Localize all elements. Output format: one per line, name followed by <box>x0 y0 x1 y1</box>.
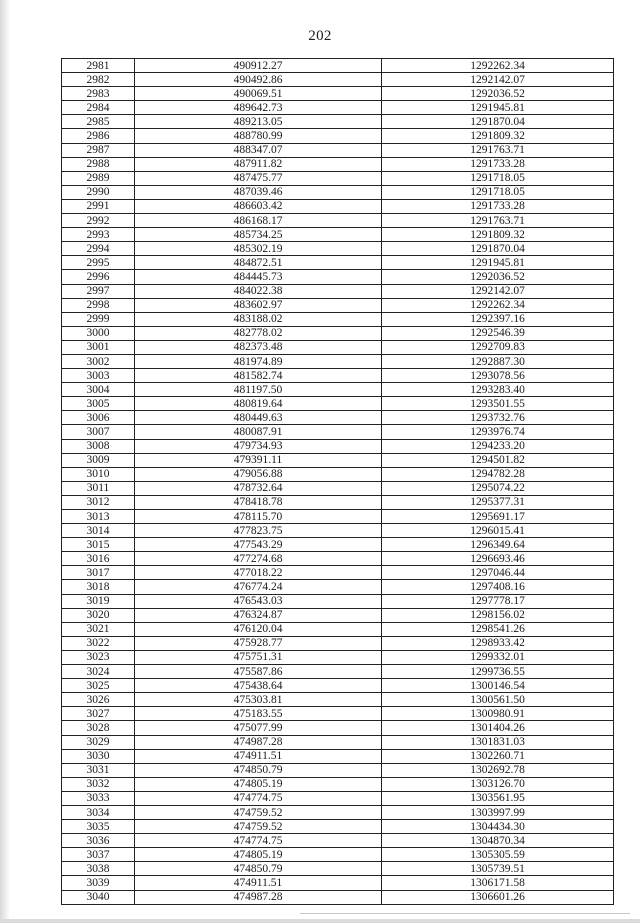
y-coordinate-cell: 1292142.07 <box>382 73 614 87</box>
x-coordinate-cell: 485302.19 <box>135 242 382 256</box>
point-number-cell: 3002 <box>62 354 135 368</box>
y-coordinate-cell: 1291870.04 <box>382 242 614 256</box>
x-coordinate-cell: 485734.25 <box>135 228 382 242</box>
table-row <box>62 777 614 791</box>
x-coordinate-cell: 475751.31 <box>135 650 382 664</box>
point-number-cell: 3018 <box>62 580 135 594</box>
table-row <box>62 312 614 326</box>
y-coordinate-cell: 1302260.71 <box>382 749 614 763</box>
point-number-cell: 3037 <box>62 848 135 862</box>
y-coordinate-cell: 1297778.17 <box>382 594 614 608</box>
table-row <box>62 636 614 650</box>
y-coordinate-cell: 1291718.05 <box>382 171 614 185</box>
y-coordinate-cell: 1292262.34 <box>382 59 614 73</box>
x-coordinate-cell: 474759.52 <box>135 805 382 819</box>
point-number-cell: 3014 <box>62 524 135 538</box>
y-coordinate-cell: 1301404.26 <box>382 721 614 735</box>
point-number-cell: 2984 <box>62 101 135 115</box>
point-number-cell: 3025 <box>62 679 135 693</box>
y-coordinate-cell: 1291733.28 <box>382 157 614 171</box>
point-number-cell: 3022 <box>62 636 135 650</box>
table-row <box>62 143 614 157</box>
y-coordinate-cell: 1305739.51 <box>382 862 614 876</box>
table-row <box>62 820 614 834</box>
y-coordinate-cell: 1291870.04 <box>382 115 614 129</box>
y-coordinate-cell: 1303997.99 <box>382 805 614 819</box>
x-coordinate-cell: 479056.88 <box>135 467 382 481</box>
table-row <box>62 425 614 439</box>
y-coordinate-cell: 1291945.81 <box>382 101 614 115</box>
table-row <box>62 157 614 171</box>
y-coordinate-cell: 1292397.16 <box>382 312 614 326</box>
x-coordinate-cell: 474911.51 <box>135 876 382 890</box>
point-number-cell: 3024 <box>62 665 135 679</box>
table-row <box>62 495 614 509</box>
x-coordinate-cell: 474850.79 <box>135 763 382 777</box>
point-number-cell: 2992 <box>62 214 135 228</box>
x-coordinate-cell: 474987.28 <box>135 735 382 749</box>
x-coordinate-cell: 482778.02 <box>135 326 382 340</box>
table-row <box>62 665 614 679</box>
table-row <box>62 369 614 383</box>
y-coordinate-cell: 1300146.54 <box>382 679 614 693</box>
x-coordinate-cell: 481197.50 <box>135 383 382 397</box>
y-coordinate-cell: 1299332.01 <box>382 650 614 664</box>
point-number-cell: 3023 <box>62 650 135 664</box>
point-number-cell: 3005 <box>62 397 135 411</box>
table-row <box>62 171 614 185</box>
point-number-cell: 2996 <box>62 270 135 284</box>
y-coordinate-cell: 1294501.82 <box>382 453 614 467</box>
table-row <box>62 481 614 495</box>
x-coordinate-cell: 488780.99 <box>135 129 382 143</box>
y-coordinate-cell: 1291809.32 <box>382 129 614 143</box>
point-number-cell: 3035 <box>62 820 135 834</box>
point-number-cell: 3029 <box>62 735 135 749</box>
y-coordinate-cell: 1294233.20 <box>382 439 614 453</box>
page-number: 202 <box>308 28 332 44</box>
x-coordinate-cell: 487911.82 <box>135 157 382 171</box>
x-coordinate-cell: 479734.93 <box>135 439 382 453</box>
point-number-cell: 3033 <box>62 791 135 805</box>
point-number-cell: 2981 <box>62 59 135 73</box>
x-coordinate-cell: 478418.78 <box>135 495 382 509</box>
x-coordinate-cell: 474850.79 <box>135 862 382 876</box>
x-coordinate-cell: 474805.19 <box>135 848 382 862</box>
point-number-cell: 2991 <box>62 199 135 213</box>
x-coordinate-cell: 483188.02 <box>135 312 382 326</box>
x-coordinate-cell: 487039.46 <box>135 185 382 199</box>
point-number-cell: 3010 <box>62 467 135 481</box>
x-coordinate-cell: 475303.81 <box>135 693 382 707</box>
y-coordinate-cell: 1299736.55 <box>382 665 614 679</box>
x-coordinate-cell: 478732.64 <box>135 481 382 495</box>
y-coordinate-cell: 1292887.30 <box>382 354 614 368</box>
point-number-cell: 2983 <box>62 87 135 101</box>
point-number-cell: 2985 <box>62 115 135 129</box>
x-coordinate-cell: 478115.70 <box>135 510 382 524</box>
table-row <box>62 397 614 411</box>
y-coordinate-cell: 1297046.44 <box>382 566 614 580</box>
y-coordinate-cell: 1295074.22 <box>382 481 614 495</box>
point-number-cell: 3040 <box>62 890 135 904</box>
table-row <box>62 411 614 425</box>
table-row <box>62 340 614 354</box>
y-coordinate-cell: 1303561.95 <box>382 791 614 805</box>
x-coordinate-cell: 475928.77 <box>135 636 382 650</box>
y-coordinate-cell: 1291809.32 <box>382 228 614 242</box>
point-number-cell: 3034 <box>62 805 135 819</box>
point-number-cell: 3021 <box>62 622 135 636</box>
x-coordinate-cell: 490492.86 <box>135 73 382 87</box>
scan-left-edge-shadow <box>0 0 10 923</box>
y-coordinate-cell: 1296015.41 <box>382 524 614 538</box>
point-number-cell: 2994 <box>62 242 135 256</box>
x-coordinate-cell: 484022.38 <box>135 284 382 298</box>
point-number-cell: 3036 <box>62 834 135 848</box>
y-coordinate-cell: 1292142.07 <box>382 284 614 298</box>
table-row <box>62 228 614 242</box>
table-row <box>62 876 614 890</box>
y-coordinate-cell: 1303126.70 <box>382 777 614 791</box>
y-coordinate-cell: 1292546.39 <box>382 326 614 340</box>
x-coordinate-cell: 474774.75 <box>135 791 382 805</box>
table-row <box>62 115 614 129</box>
x-coordinate-cell: 487475.77 <box>135 171 382 185</box>
coordinates-table-body <box>62 59 614 905</box>
point-number-cell: 3028 <box>62 721 135 735</box>
point-number-cell: 2982 <box>62 73 135 87</box>
table-row <box>62 199 614 213</box>
x-coordinate-cell: 490069.51 <box>135 87 382 101</box>
point-number-cell: 2990 <box>62 185 135 199</box>
table-row <box>62 354 614 368</box>
x-coordinate-cell: 477823.75 <box>135 524 382 538</box>
table-row <box>62 679 614 693</box>
x-coordinate-cell: 482373.48 <box>135 340 382 354</box>
x-coordinate-cell: 474805.19 <box>135 777 382 791</box>
x-coordinate-cell: 480087.91 <box>135 425 382 439</box>
x-coordinate-cell: 476774.24 <box>135 580 382 594</box>
table-row <box>62 59 614 73</box>
table-row <box>62 453 614 467</box>
y-coordinate-cell: 1291945.81 <box>382 256 614 270</box>
point-number-cell: 3027 <box>62 707 135 721</box>
point-number-cell: 3008 <box>62 439 135 453</box>
table-row <box>62 383 614 397</box>
scan-bottom-edge-shadow <box>0 919 640 923</box>
y-coordinate-cell: 1296693.46 <box>382 552 614 566</box>
x-coordinate-cell: 474759.52 <box>135 820 382 834</box>
point-number-cell: 3039 <box>62 876 135 890</box>
point-number-cell: 3007 <box>62 425 135 439</box>
table-row <box>62 608 614 622</box>
y-coordinate-cell: 1302692.78 <box>382 763 614 777</box>
x-coordinate-cell: 477018.22 <box>135 566 382 580</box>
table-row <box>62 834 614 848</box>
x-coordinate-cell: 475077.99 <box>135 721 382 735</box>
y-coordinate-cell: 1306171.58 <box>382 876 614 890</box>
point-number-cell: 3038 <box>62 862 135 876</box>
table-row <box>62 791 614 805</box>
table-row <box>62 185 614 199</box>
table-row <box>62 890 614 904</box>
point-number-cell: 2999 <box>62 312 135 326</box>
point-number-cell: 2989 <box>62 171 135 185</box>
table-row <box>62 538 614 552</box>
point-number-cell: 3020 <box>62 608 135 622</box>
table-row <box>62 326 614 340</box>
coordinates-table <box>61 58 614 905</box>
table-row <box>62 552 614 566</box>
y-coordinate-cell: 1292262.34 <box>382 298 614 312</box>
table-row <box>62 749 614 763</box>
table-row <box>62 693 614 707</box>
point-number-cell: 3001 <box>62 340 135 354</box>
point-number-cell: 3006 <box>62 411 135 425</box>
table-row <box>62 862 614 876</box>
y-coordinate-cell: 1295377.31 <box>382 495 614 509</box>
x-coordinate-cell: 483602.97 <box>135 298 382 312</box>
point-number-cell: 3017 <box>62 566 135 580</box>
point-number-cell: 3004 <box>62 383 135 397</box>
table-row <box>62 284 614 298</box>
point-number-cell: 2995 <box>62 256 135 270</box>
y-coordinate-cell: 1306601.26 <box>382 890 614 904</box>
table-row <box>62 298 614 312</box>
table-row <box>62 524 614 538</box>
x-coordinate-cell: 476120.04 <box>135 622 382 636</box>
y-coordinate-cell: 1293976.74 <box>382 425 614 439</box>
y-coordinate-cell: 1293501.55 <box>382 397 614 411</box>
y-coordinate-cell: 1292036.52 <box>382 87 614 101</box>
x-coordinate-cell: 488347.07 <box>135 143 382 157</box>
y-coordinate-cell: 1291763.71 <box>382 214 614 228</box>
table-row <box>62 566 614 580</box>
x-coordinate-cell: 474911.51 <box>135 749 382 763</box>
y-coordinate-cell: 1301831.03 <box>382 735 614 749</box>
y-coordinate-cell: 1295691.17 <box>382 510 614 524</box>
table-row <box>62 73 614 87</box>
y-coordinate-cell: 1300980.91 <box>382 707 614 721</box>
table-row <box>62 129 614 143</box>
table-row <box>62 214 614 228</box>
point-number-cell: 3026 <box>62 693 135 707</box>
y-coordinate-cell: 1291733.28 <box>382 199 614 213</box>
table-row <box>62 848 614 862</box>
table-row <box>62 256 614 270</box>
x-coordinate-cell: 484872.51 <box>135 256 382 270</box>
point-number-cell: 2998 <box>62 298 135 312</box>
x-coordinate-cell: 474987.28 <box>135 890 382 904</box>
table-row <box>62 622 614 636</box>
scan-bottom-line <box>300 913 630 914</box>
x-coordinate-cell: 489213.05 <box>135 115 382 129</box>
point-number-cell: 3019 <box>62 594 135 608</box>
table-row <box>62 650 614 664</box>
table-row <box>62 101 614 115</box>
point-number-cell: 2988 <box>62 157 135 171</box>
table-row <box>62 580 614 594</box>
point-number-cell: 3009 <box>62 453 135 467</box>
table-row <box>62 510 614 524</box>
x-coordinate-cell: 484445.73 <box>135 270 382 284</box>
y-coordinate-cell: 1293078.56 <box>382 369 614 383</box>
point-number-cell: 3032 <box>62 777 135 791</box>
point-number-cell: 2987 <box>62 143 135 157</box>
y-coordinate-cell: 1298933.42 <box>382 636 614 650</box>
point-number-cell: 3000 <box>62 326 135 340</box>
y-coordinate-cell: 1297408.16 <box>382 580 614 594</box>
table-row <box>62 87 614 101</box>
point-number-cell: 2986 <box>62 129 135 143</box>
y-coordinate-cell: 1298156.02 <box>382 608 614 622</box>
y-coordinate-cell: 1293732.76 <box>382 411 614 425</box>
table-row <box>62 735 614 749</box>
table-row <box>62 270 614 284</box>
y-coordinate-cell: 1291718.05 <box>382 185 614 199</box>
table-row <box>62 721 614 735</box>
x-coordinate-cell: 481974.89 <box>135 354 382 368</box>
x-coordinate-cell: 486603.42 <box>135 199 382 213</box>
x-coordinate-cell: 474774.75 <box>135 834 382 848</box>
x-coordinate-cell: 486168.17 <box>135 214 382 228</box>
table-row <box>62 594 614 608</box>
table-row <box>62 707 614 721</box>
x-coordinate-cell: 475587.86 <box>135 665 382 679</box>
x-coordinate-cell: 475183.55 <box>135 707 382 721</box>
x-coordinate-cell: 477274.68 <box>135 552 382 566</box>
point-number-cell: 3031 <box>62 763 135 777</box>
point-number-cell: 3030 <box>62 749 135 763</box>
table-row <box>62 439 614 453</box>
point-number-cell: 2993 <box>62 228 135 242</box>
point-number-cell: 3012 <box>62 495 135 509</box>
point-number-cell: 3015 <box>62 538 135 552</box>
point-number-cell: 3013 <box>62 510 135 524</box>
y-coordinate-cell: 1292709.83 <box>382 340 614 354</box>
y-coordinate-cell: 1305305.59 <box>382 848 614 862</box>
point-number-cell: 2997 <box>62 284 135 298</box>
x-coordinate-cell: 477543.29 <box>135 538 382 552</box>
point-number-cell: 3016 <box>62 552 135 566</box>
x-coordinate-cell: 479391.11 <box>135 453 382 467</box>
x-coordinate-cell: 481582.74 <box>135 369 382 383</box>
x-coordinate-cell: 475438.64 <box>135 679 382 693</box>
y-coordinate-cell: 1291763.71 <box>382 143 614 157</box>
table-row <box>62 242 614 256</box>
table-row <box>62 763 614 777</box>
y-coordinate-cell: 1298541.26 <box>382 622 614 636</box>
x-coordinate-cell: 489642.73 <box>135 101 382 115</box>
table-row <box>62 805 614 819</box>
x-coordinate-cell: 480449.63 <box>135 411 382 425</box>
y-coordinate-cell: 1296349.64 <box>382 538 614 552</box>
table-row <box>62 467 614 481</box>
y-coordinate-cell: 1292036.52 <box>382 270 614 284</box>
y-coordinate-cell: 1293283.40 <box>382 383 614 397</box>
x-coordinate-cell: 480819.64 <box>135 397 382 411</box>
x-coordinate-cell: 476543.03 <box>135 594 382 608</box>
y-coordinate-cell: 1294782.28 <box>382 467 614 481</box>
point-number-cell: 3011 <box>62 481 135 495</box>
x-coordinate-cell: 476324.87 <box>135 608 382 622</box>
y-coordinate-cell: 1304870.34 <box>382 834 614 848</box>
y-coordinate-cell: 1300561.50 <box>382 693 614 707</box>
x-coordinate-cell: 490912.27 <box>135 59 382 73</box>
point-number-cell: 3003 <box>62 369 135 383</box>
y-coordinate-cell: 1304434.30 <box>382 820 614 834</box>
